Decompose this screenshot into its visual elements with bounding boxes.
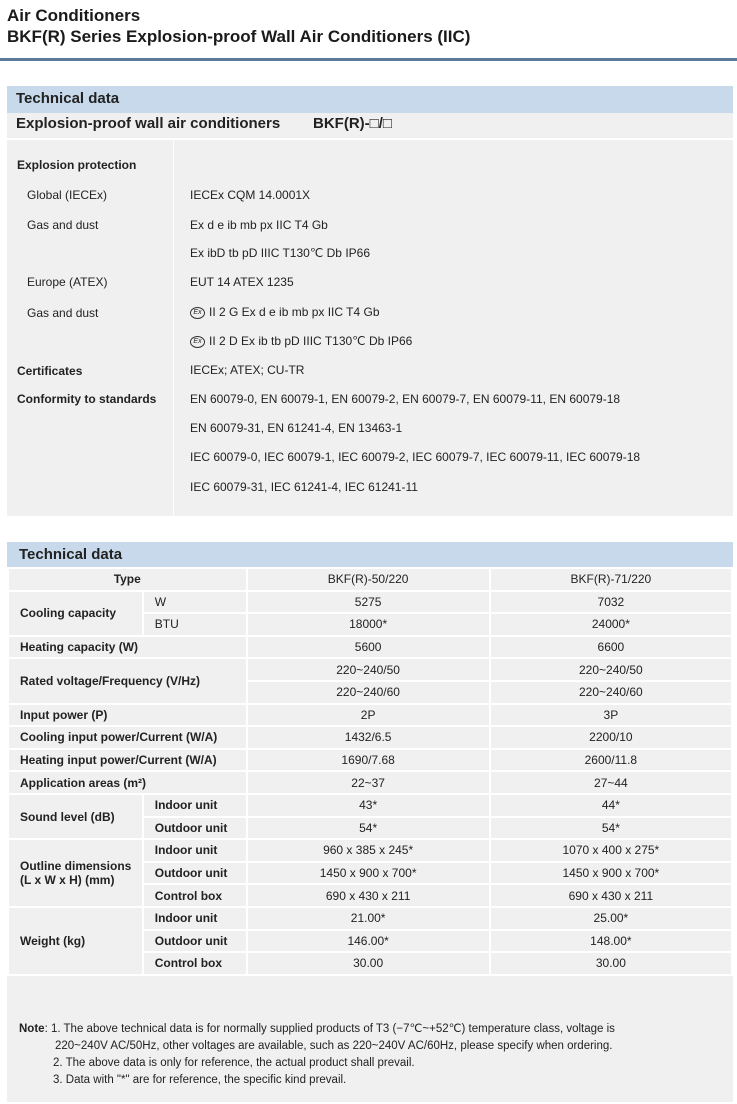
specifications-panel-header	[7, 542, 733, 567]
column-divider	[173, 140, 174, 516]
specifications-heading: Technical data	[19, 546, 123, 563]
cooling-input-label: Cooling input power/Current (W/A)	[8, 726, 247, 749]
table-cell: 5275	[247, 591, 490, 614]
rated-voltage-label: Rated voltage/Frequency (V/Hz)	[8, 658, 247, 703]
table-cell: 2P	[247, 704, 490, 727]
specifications-panel	[7, 542, 733, 1102]
gas-dust-label: Gas and dust	[27, 218, 99, 232]
table-cell: 690 x 430 x 211	[490, 884, 732, 907]
table-cell: 21.00*	[247, 907, 490, 930]
table-cell: 25.00*	[490, 907, 732, 930]
model-b: BKF(R)-71/220	[490, 568, 732, 591]
europe-value: EUT 14 ATEX 1235	[190, 275, 294, 289]
table-cell: 1432/6.5	[247, 726, 490, 749]
model-a: BKF(R)-50/220	[247, 568, 490, 591]
sound-level-label: Sound level (dB)	[8, 794, 143, 839]
table-cell: 43*	[247, 794, 490, 817]
type-label: Type	[8, 568, 247, 591]
table-cell: 1070 x 400 x 275*	[490, 839, 732, 862]
panel-separator	[7, 138, 733, 140]
table-cell: 24000*	[490, 613, 732, 636]
table-cell: 2600/11.8	[490, 749, 732, 772]
certificates-label: Certificates	[17, 364, 83, 378]
indoor-unit-label: Indoor unit	[143, 794, 247, 817]
table-row	[8, 591, 732, 614]
table-cell: 220~240/50	[490, 658, 732, 681]
conformity-label: Conformity to standards	[17, 392, 157, 406]
table-cell: 5600	[247, 636, 490, 659]
indoor-unit-label: Indoor unit	[143, 907, 247, 930]
table-cell: 220~240/50	[247, 658, 490, 681]
product-code: BKF(R)-□/□	[313, 115, 392, 132]
table-cell: 2200/10	[490, 726, 732, 749]
conformity-line-4: IEC 60079-31, IEC 61241-4, IEC 61241-11	[190, 480, 418, 494]
table-row	[8, 907, 732, 930]
outdoor-unit-label: Outdoor unit	[143, 862, 247, 885]
global-gas-2: Ex ibD tb pD IIIC T130℃ Db IP66	[190, 246, 370, 260]
europe-gas-1-row	[190, 305, 380, 319]
table-cell: 1690/7.68	[247, 749, 490, 772]
table-row	[8, 726, 732, 749]
ex-mark-icon: Ex	[190, 336, 205, 348]
table-cell: 7032	[490, 591, 732, 614]
heating-capacity-label: Heating capacity (W)	[8, 636, 247, 659]
europe-gas-2-row	[190, 334, 412, 348]
global-value: IECEx CQM 14.0001X	[190, 188, 311, 202]
europe-gas-2: II 2 D Ex ib tb pD IIIC T130℃ Db IP66	[209, 334, 413, 348]
outdoor-unit-label: Outdoor unit	[143, 817, 247, 840]
heating-input-label: Heating input power/Current (W/A)	[8, 749, 247, 772]
control-box-label: Control box	[143, 884, 247, 907]
conformity-line-3: IEC 60079-0, IEC 60079-1, IEC 60079-2, IEC 60079-7, IEC 60079-11, IEC 60079-18	[190, 450, 641, 464]
input-power-label: Input power (P)	[8, 704, 247, 727]
ex-mark-icon: Ex	[190, 307, 205, 319]
table-row	[8, 636, 732, 659]
table-row	[8, 749, 732, 772]
header-divider	[0, 58, 737, 61]
note-line-1b	[19, 1038, 719, 1055]
table-cell: 146.00*	[247, 930, 490, 953]
table-row	[8, 568, 732, 591]
table-cell: 6600	[490, 636, 732, 659]
conformity-line-1: EN 60079-0, EN 60079-1, EN 60079-2, EN 60079-7, EN 60079-11, EN 60079-18	[190, 392, 621, 406]
note-1b: 220~240V AC/50Hz, other voltages are available, such as 220~240V AC/60Hz, please specify when ordering.	[55, 1040, 613, 1052]
unit-btu: BTU	[143, 613, 247, 636]
note-line-3	[19, 1072, 719, 1089]
conformity-line-2: EN 60079-31, EN 61241-4, EN 13463-1	[190, 421, 403, 435]
certification-panel-header	[7, 86, 733, 113]
europe-gas-label: Gas and dust	[27, 306, 99, 320]
table-cell: 960 x 385 x 245*	[247, 839, 490, 862]
table-cell: 148.00*	[490, 930, 732, 953]
table-cell: 1450 x 900 x 700*	[490, 862, 732, 885]
notes-section	[19, 1021, 719, 1089]
table-cell: 22~37	[247, 771, 490, 794]
page-subtitle: BKF(R) Series Explosion-proof Wall Air Conditioners (IIC)	[7, 27, 471, 46]
weight-label: Weight (kg)	[8, 907, 143, 975]
table-row	[8, 704, 732, 727]
table-cell: 30.00	[490, 952, 732, 975]
note-line-2	[19, 1055, 719, 1072]
certification-panel	[7, 86, 733, 516]
outline-dimensions-label: Outline dimensions (L x W x H) (mm)	[8, 839, 143, 907]
page-header	[7, 6, 470, 48]
table-cell: 1450 x 900 x 700*	[247, 862, 490, 885]
indoor-unit-label: Indoor unit	[143, 839, 247, 862]
table-cell: 220~240/60	[490, 681, 732, 704]
table-cell: 54*	[490, 817, 732, 840]
table-cell: 44*	[490, 794, 732, 817]
table-row	[8, 771, 732, 794]
table-cell: 690 x 430 x 211	[247, 884, 490, 907]
note-label: Note	[19, 1023, 45, 1035]
europe-gas-1: II 2 G Ex d e ib mb px IIC T4 Gb	[209, 305, 380, 319]
page-title: Air Conditioners	[7, 6, 141, 25]
certification-heading: Technical data	[16, 90, 120, 107]
global-gas-1: Ex d e ib mb px IIC T4 Gb	[190, 218, 328, 232]
cooling-capacity-label: Cooling capacity	[8, 591, 143, 636]
certificates-value: IECEx; ATEX; CU-TR	[190, 363, 305, 377]
explosion-protection-label: Explosion protection	[17, 158, 137, 172]
product-name: Explosion-proof wall air conditioners	[16, 115, 281, 132]
table-cell: 3P	[490, 704, 732, 727]
unit-w: W	[143, 591, 247, 614]
note-3: 3. Data with "*" are for reference, the specific kind prevail.	[53, 1074, 347, 1086]
table-row	[8, 839, 732, 862]
europe-label: Europe (ATEX)	[27, 275, 108, 289]
application-areas-label: Application areas (m²)	[8, 771, 247, 794]
table-cell: 30.00	[247, 952, 490, 975]
table-row	[8, 658, 732, 681]
note-1a: 1. The above technical data is for normally supplied products of T3 (−7℃~+52℃) temperature class, voltage is	[50, 1023, 615, 1035]
global-label: Global (IECEx)	[27, 188, 108, 202]
table-cell: 220~240/60	[247, 681, 490, 704]
table-row	[8, 794, 732, 817]
table-cell: 54*	[247, 817, 490, 840]
note-line-1: Note: 1. The above technical data is for normally supplied products of T3 (−7℃~+52℃) temperature class, voltage is	[19, 1023, 615, 1035]
table-cell: 27~44	[490, 771, 732, 794]
outdoor-unit-label: Outdoor unit	[143, 930, 247, 953]
control-box-label: Control box	[143, 952, 247, 975]
note-2: 2. The above data is only for reference, the actual product shall prevail.	[53, 1057, 415, 1069]
specifications-table	[7, 567, 733, 976]
table-cell: 18000*	[247, 613, 490, 636]
